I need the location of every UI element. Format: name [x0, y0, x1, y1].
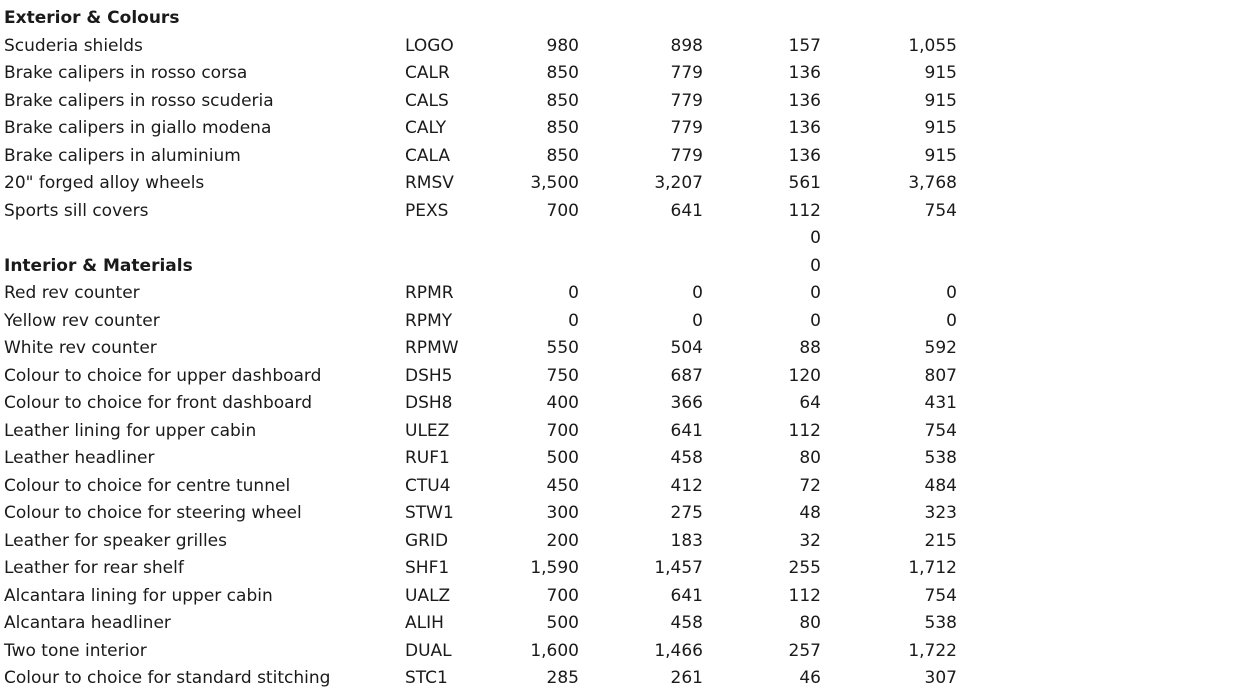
option-code: DSH8 [405, 393, 453, 413]
table-row [0, 115, 1239, 143]
option-code: STC1 [405, 668, 448, 688]
price-col-4: 754 [924, 585, 957, 606]
option-code: CALR [405, 63, 450, 83]
table-row [0, 335, 1239, 363]
price-col-2: 261 [670, 668, 703, 688]
option-description: Two tone interior [4, 640, 147, 661]
price-col-3: 0 [810, 255, 821, 276]
price-col-2: 0 [692, 283, 703, 303]
price-col-1: 700 [546, 420, 579, 441]
table-row [0, 638, 1239, 666]
price-col-1: 450 [546, 475, 579, 496]
table-row [0, 60, 1239, 88]
spacer-row [0, 225, 1239, 253]
option-description: Alcantara lining for upper cabin [4, 585, 273, 606]
option-code: ULEZ [405, 420, 450, 441]
price-col-2: 779 [670, 118, 703, 138]
price-col-3: 136 [788, 63, 821, 83]
price-col-1: 3,500 [530, 173, 579, 193]
price-col-4: 0 [946, 310, 957, 331]
price-col-2: 275 [670, 503, 703, 523]
section-heading: Exterior & Colours [4, 8, 180, 28]
price-col-1: 300 [546, 503, 579, 523]
option-code: CALA [405, 145, 450, 166]
price-col-3: 255 [788, 558, 821, 578]
option-description: 20" forged alloy wheels [4, 173, 205, 193]
option-code: RPMW [405, 338, 459, 358]
price-col-1: 0 [568, 283, 579, 303]
price-col-4: 538 [924, 448, 957, 468]
table-row [0, 665, 1239, 693]
option-description: Brake calipers in giallo modena [4, 118, 272, 138]
price-col-2: 3,207 [654, 173, 703, 193]
table-row [0, 33, 1239, 61]
options-price-sheet [0, 5, 1239, 693]
price-col-2: 183 [670, 530, 703, 551]
option-code: UALZ [405, 585, 451, 606]
option-code: CALY [405, 118, 447, 138]
table-row [0, 583, 1239, 611]
price-col-3: 0 [810, 228, 821, 248]
price-col-1: 700 [546, 200, 579, 221]
option-description: Yellow rev counter [4, 310, 160, 331]
price-col-3: 120 [788, 365, 821, 386]
table-row [0, 88, 1239, 116]
price-col-2: 458 [670, 613, 703, 633]
price-col-4: 1,722 [908, 640, 957, 661]
table-row [0, 445, 1239, 473]
price-col-2: 366 [670, 393, 703, 413]
price-col-4: 915 [924, 63, 957, 83]
price-col-1: 980 [546, 35, 579, 56]
section-heading: Interior & Materials [4, 255, 193, 276]
price-col-3: 561 [788, 173, 821, 193]
price-col-4: 431 [924, 393, 957, 413]
option-description: Brake calipers in rosso corsa [4, 63, 248, 83]
price-col-3: 64 [799, 393, 821, 413]
price-col-4: 807 [924, 365, 957, 386]
price-col-1: 1,600 [530, 640, 579, 661]
option-description: Leather for rear shelf [4, 558, 184, 578]
price-col-2: 779 [670, 63, 703, 83]
price-col-1: 1,590 [530, 558, 579, 578]
table-row [0, 198, 1239, 226]
table-row [0, 500, 1239, 528]
price-col-2: 641 [670, 200, 703, 221]
option-description: Colour to choice for front dashboard [4, 393, 313, 413]
option-description: Alcantara headliner [4, 613, 171, 633]
price-col-3: 88 [799, 338, 821, 358]
option-description: Colour to choice for steering wheel [4, 503, 302, 523]
option-code: RMSV [405, 173, 454, 193]
price-col-3: 136 [788, 118, 821, 138]
option-description: Red rev counter [4, 283, 140, 303]
option-code: RPMY [405, 310, 453, 331]
price-col-3: 80 [799, 613, 821, 633]
table-row [0, 143, 1239, 171]
option-code: LOGO [405, 35, 454, 56]
price-col-3: 72 [799, 475, 821, 496]
table-row [0, 418, 1239, 446]
price-col-4: 307 [924, 668, 957, 688]
price-col-4: 323 [924, 503, 957, 523]
option-code: STW1 [405, 503, 454, 523]
price-col-1: 550 [546, 338, 579, 358]
price-col-4: 754 [924, 200, 957, 221]
section-header-row [0, 5, 1239, 33]
price-col-3: 112 [788, 420, 821, 441]
price-col-2: 1,466 [654, 640, 703, 661]
option-description: Brake calipers in rosso scuderia [4, 90, 274, 111]
option-code: CTU4 [405, 475, 451, 496]
price-col-4: 215 [924, 530, 957, 551]
price-col-4: 915 [924, 145, 957, 166]
option-description: Brake calipers in aluminium [4, 145, 241, 166]
price-col-2: 779 [670, 145, 703, 166]
option-description: Colour to choice for centre tunnel [4, 475, 291, 496]
price-col-1: 285 [546, 668, 579, 688]
table-row [0, 528, 1239, 556]
price-col-3: 136 [788, 145, 821, 166]
price-col-4: 3,768 [908, 173, 957, 193]
option-code: DUAL [405, 640, 452, 661]
table-row [0, 363, 1239, 391]
price-col-1: 850 [546, 90, 579, 111]
price-col-1: 850 [546, 118, 579, 138]
option-description: Leather for speaker grilles [4, 530, 228, 551]
price-col-4: 592 [924, 338, 957, 358]
price-col-3: 257 [788, 640, 821, 661]
price-col-3: 48 [799, 503, 821, 523]
table-row [0, 170, 1239, 198]
price-col-4: 1,712 [908, 558, 957, 578]
price-col-3: 0 [810, 283, 821, 303]
price-col-3: 80 [799, 448, 821, 468]
price-col-3: 136 [788, 90, 821, 111]
price-col-2: 687 [670, 365, 703, 386]
price-col-3: 46 [799, 668, 821, 688]
price-col-1: 400 [546, 393, 579, 413]
option-code: RPMR [405, 283, 454, 303]
price-col-1: 0 [568, 310, 579, 331]
price-col-2: 1,457 [654, 558, 703, 578]
table-row [0, 308, 1239, 336]
price-col-1: 500 [546, 448, 579, 468]
price-col-4: 915 [924, 90, 957, 111]
table-row [0, 390, 1239, 418]
table-row [0, 610, 1239, 638]
option-description: Leather lining for upper cabin [4, 420, 257, 441]
price-col-2: 412 [670, 475, 703, 496]
price-col-3: 0 [810, 310, 821, 331]
section-header-row [0, 253, 1239, 281]
option-code: RUF1 [405, 448, 450, 468]
price-col-2: 898 [670, 35, 703, 56]
price-col-2: 504 [670, 338, 703, 358]
option-code: PEXS [405, 200, 449, 221]
price-col-1: 750 [546, 365, 579, 386]
price-col-1: 850 [546, 145, 579, 166]
price-col-3: 32 [799, 530, 821, 551]
price-col-3: 112 [788, 200, 821, 221]
option-description: White rev counter [4, 338, 157, 358]
price-col-1: 200 [546, 530, 579, 551]
table-row [0, 555, 1239, 583]
price-col-3: 157 [788, 35, 821, 56]
price-col-2: 641 [670, 585, 703, 606]
price-col-4: 538 [924, 613, 957, 633]
option-description: Leather headliner [4, 448, 155, 468]
price-col-1: 700 [546, 585, 579, 606]
option-code: DSH5 [405, 365, 453, 386]
price-col-3: 112 [788, 585, 821, 606]
price-col-2: 779 [670, 90, 703, 111]
price-col-4: 1,055 [908, 35, 957, 56]
price-col-1: 850 [546, 63, 579, 83]
price-col-2: 458 [670, 448, 703, 468]
price-col-2: 0 [692, 310, 703, 331]
price-col-2: 641 [670, 420, 703, 441]
price-col-4: 915 [924, 118, 957, 138]
option-description: Colour to choice for upper dashboard [4, 365, 322, 386]
option-code: CALS [405, 90, 449, 111]
option-description: Scuderia shields [4, 35, 143, 56]
option-code: SHF1 [405, 558, 450, 578]
table-row [0, 473, 1239, 501]
price-col-4: 754 [924, 420, 957, 441]
option-description: Colour to choice for standard stitching [4, 668, 331, 688]
price-col-4: 484 [924, 475, 957, 496]
table-row [0, 280, 1239, 308]
price-col-4: 0 [946, 283, 957, 303]
option-description: Sports sill covers [4, 200, 149, 221]
price-col-1: 500 [546, 613, 579, 633]
option-code: GRID [405, 530, 449, 551]
option-code: ALIH [405, 613, 444, 633]
